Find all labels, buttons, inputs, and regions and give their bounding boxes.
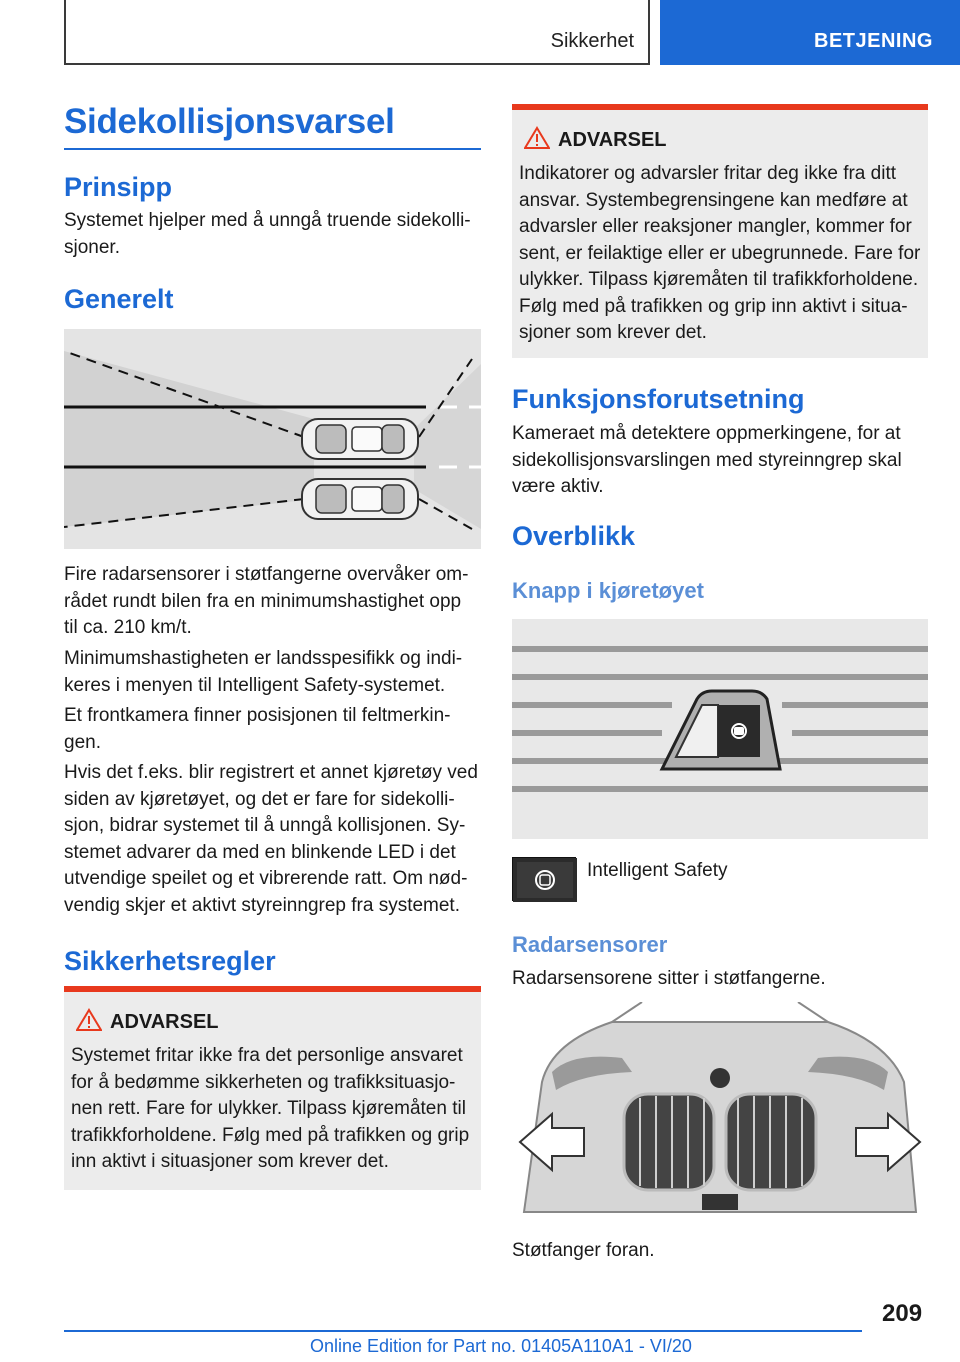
text-line: Indikatorer og advarsler fritar deg ikke fra ditt [519, 163, 897, 184]
heading-radarsensorer: Radarsensorer [512, 932, 668, 957]
footer-edition: Online Edition for Part no. 01405A110A1 - VI/20 [310, 1336, 692, 1356]
text-line: inn aktivt i situasjoner som krever det. [71, 1151, 389, 1172]
warning-triangle-icon [76, 1008, 102, 1032]
paragraph-generelt-3 [64, 703, 451, 756]
text-line: utvendige speilet og et vibrerende ratt. Om nød- [64, 868, 468, 889]
intelligent-safety-button-icon [512, 857, 576, 901]
text-line: gen. [64, 731, 101, 753]
text-line: Systemet hjelper med å unngå truende sidekolli- [64, 210, 471, 231]
text-line: Fire radarsensorer i støtfangerne overvåker om- [64, 564, 469, 585]
text-line: nen rett. Fare for ulykker. Tilpass kjøremåten til [71, 1098, 466, 1119]
front-bumper-figure [512, 1002, 928, 1224]
footer-rule [64, 1330, 862, 1332]
text-line: sent, er feilaktige eller er ubegrunnede. Fare for [519, 242, 921, 264]
text-line: keres i menyen til Intelligent Safety-systemet. [64, 674, 446, 696]
text-line: sidekollisjonsvarslingen med styreinngrep skal [512, 449, 902, 471]
warning-bar [512, 104, 928, 110]
title-rule [64, 148, 481, 150]
text-line: vendig skjer et aktivt styreinngrep fra systemet. [64, 894, 460, 916]
warning-text [71, 1043, 475, 1176]
text-line: stemet advarer da med en blinkende LED i det [64, 841, 456, 863]
text-line: Følg med på trafikken og grip inn aktivt i situa- [519, 295, 908, 317]
text-line: Minimumshastigheten er landsspesifikk og indi- [64, 648, 463, 669]
text-line: ansvar. Systembegrensingene kan medføre at [519, 189, 908, 211]
text-line: sjon, bidrar systemet til å unngå kollisjonen. Sy- [64, 815, 466, 836]
header-chapter-label: BETJENING [814, 30, 933, 52]
text-line: for å bedømme sikkerheten og trafikksituasjo- [71, 1071, 456, 1093]
text-line: Kameraet må detektere oppmerkingene, for at [512, 423, 901, 444]
paragraph-radar: Radarsensorene sitter i støtfangerne. [512, 968, 826, 989]
paragraph-generelt-2 [64, 646, 462, 699]
warning-box-left [64, 986, 481, 1190]
paragraph-generelt-4 [64, 760, 478, 919]
paragraph-prinsipp [64, 208, 471, 261]
heading-prinsipp: Prinsipp [64, 172, 173, 202]
heading-knapp: Knapp i kjøretøyet [512, 578, 704, 603]
heading-generelt: Generelt [64, 284, 174, 314]
text-line: Hvis det f.eks. blir registrert et annet kjøretøy ved [64, 762, 478, 783]
text-line: siden av kjøretøyet, og det er fare for sidekolli- [64, 788, 455, 810]
text-line: til ca. 210 km/t. [64, 617, 192, 638]
text-line: trafikkforholdene. Følg med på trafikken og grip [71, 1124, 470, 1146]
paragraph-generelt-1 [64, 562, 468, 642]
header-section-box [64, 0, 650, 65]
warning-triangle-icon [524, 126, 550, 150]
button-location-figure [512, 619, 928, 839]
warning-label: ADVARSEL [110, 1011, 219, 1033]
text-line: rådet rundt bilen fra en minimumshastighet opp [64, 590, 462, 612]
warning-box-right [512, 104, 928, 358]
text-line: ulykker. Tilpass kjøremåten til trafikkforholdene. [519, 269, 919, 290]
heading-funksjonsforutsetning: Funksjonsforutsetning [512, 384, 805, 414]
text-line: Systemet fritar ikke fra det personlige ansvaret [71, 1045, 463, 1066]
front-bumper-illustration [512, 1002, 928, 1224]
warning-text [519, 161, 922, 347]
lane-diagram-illustration [64, 329, 481, 549]
header-section-title: Sikkerhet [550, 30, 634, 52]
lane-diagram-figure [64, 329, 481, 549]
text-line: sjoner. [64, 236, 120, 258]
heading-sikkerhetsregler: Sikkerhetsregler [64, 946, 276, 976]
heading-overblikk: Overblikk [512, 521, 636, 551]
paragraph-funksjon [512, 421, 902, 501]
button-label-intelligent-safety: Intelligent Safety [587, 860, 728, 881]
text-line: Et frontkamera finner posisjonen til feltmerkin- [64, 705, 451, 726]
text-line: sjoner som krever det. [519, 322, 707, 343]
header-chapter-tab[interactable] [660, 0, 960, 65]
caption-front-bumper: Støtfanger foran. [512, 1240, 655, 1261]
warning-bar [64, 986, 481, 992]
warning-label: ADVARSEL [558, 129, 667, 151]
text-line: være aktiv. [512, 476, 604, 497]
car-shield-icon [513, 858, 577, 902]
page-number: 209 [882, 1300, 923, 1327]
page-title: Sidekollisjonsvarsel [64, 102, 395, 141]
button-location-illustration [512, 619, 928, 839]
text-line: advarsler eller reaksjoner mangler, kommer for [519, 216, 912, 237]
